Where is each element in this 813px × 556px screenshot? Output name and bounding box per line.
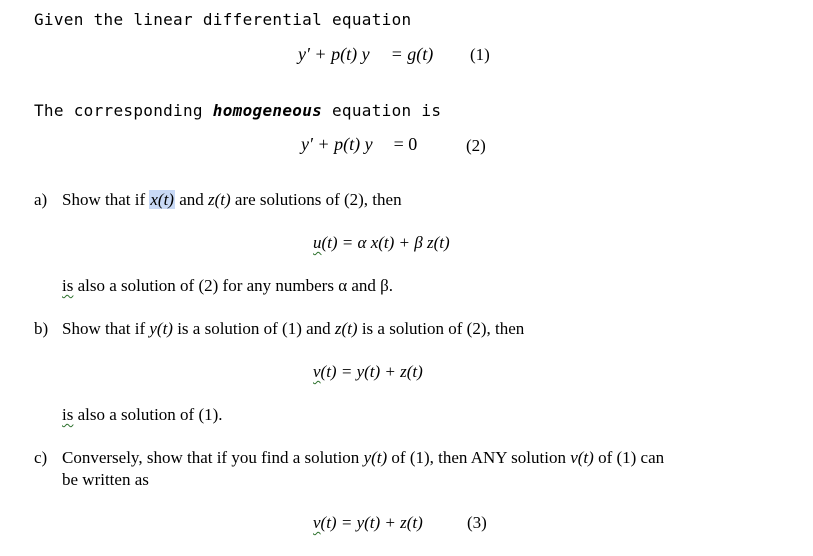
part-b-conclusion [62,405,223,425]
part-b-statement [62,319,524,339]
part-c-statement-line2: be written as [62,470,149,489]
part-b-text-pre: Show that if [62,319,150,338]
part-c-eq-rest: (t) = y(t) + z(t) [320,513,423,532]
homogeneous-sentence-post: equation is [322,101,442,120]
equation-1 [298,44,433,65]
part-c-text-pre: Conversely, show that if you find a solution [62,448,364,467]
equation-2-label: (2) [466,136,486,155]
equation-2-lhs: y′ + p(t) y [301,134,373,154]
part-a-text-mid: and [174,190,208,209]
part-b-marker: b) [34,319,49,338]
part-a-eq-rest: (t) = α x(t) + β z(t) [321,233,450,252]
part-b-text-post: is a solution of (2), then [357,319,525,338]
part-c-text-mid: of (1), then ANY solution [387,448,571,467]
part-b-z-function: z(t) [334,319,358,338]
part-a-z-function: z(t) [208,190,231,209]
part-a-marker: a) [34,190,48,209]
part-b-eq-rest: (t) = y(t) + z(t) [320,362,423,381]
part-b-eq-v: v [313,362,321,381]
part-c-marker: c) [34,448,48,467]
part-c-v-function: v(t) [570,448,594,467]
homogeneous-sentence [34,101,441,120]
intro-sentence: Given the linear differential equation [34,10,412,29]
part-c-eq-v: v [313,513,321,532]
part-a-text-post: are solutions of (2), then [230,190,402,209]
equation-1-label: (1) [470,45,490,64]
part-a-conclusion-text: also a solution of (2) for any numbers α and β. [73,276,394,295]
equation-1-lhs: y′ + p(t) y [298,44,370,64]
part-a-eq-u: u [313,233,322,252]
part-b-is: is [62,405,74,424]
homogeneous-emphasis: homogeneous [212,101,323,120]
equation-2-rhs: = 0 [393,134,418,154]
part-a-conclusion [62,276,393,296]
part-b-y-function: y(t) [149,319,173,338]
equation-3-label: (3) [467,513,487,532]
part-a-is: is [62,276,74,295]
part-a-equation [313,233,450,253]
part-c-statement [62,448,664,468]
part-b-equation [313,362,423,382]
part-b-conclusion-text: also a solution of (1). [73,405,223,424]
part-a-x-function[interactable]: x(t) [150,190,174,209]
part-c-y-function: y(t) [363,448,388,467]
equation-2 [301,134,417,155]
part-c-equation [313,513,423,533]
part-c-text-post: of (1) can [593,448,665,467]
part-a-text-pre: Show that if [62,190,150,209]
part-b-text-mid: is a solution of (1) and [172,319,335,338]
part-a-statement [62,190,402,210]
homogeneous-sentence-pre: The corresponding [34,101,213,120]
equation-1-rhs: = g(t) [390,44,434,64]
